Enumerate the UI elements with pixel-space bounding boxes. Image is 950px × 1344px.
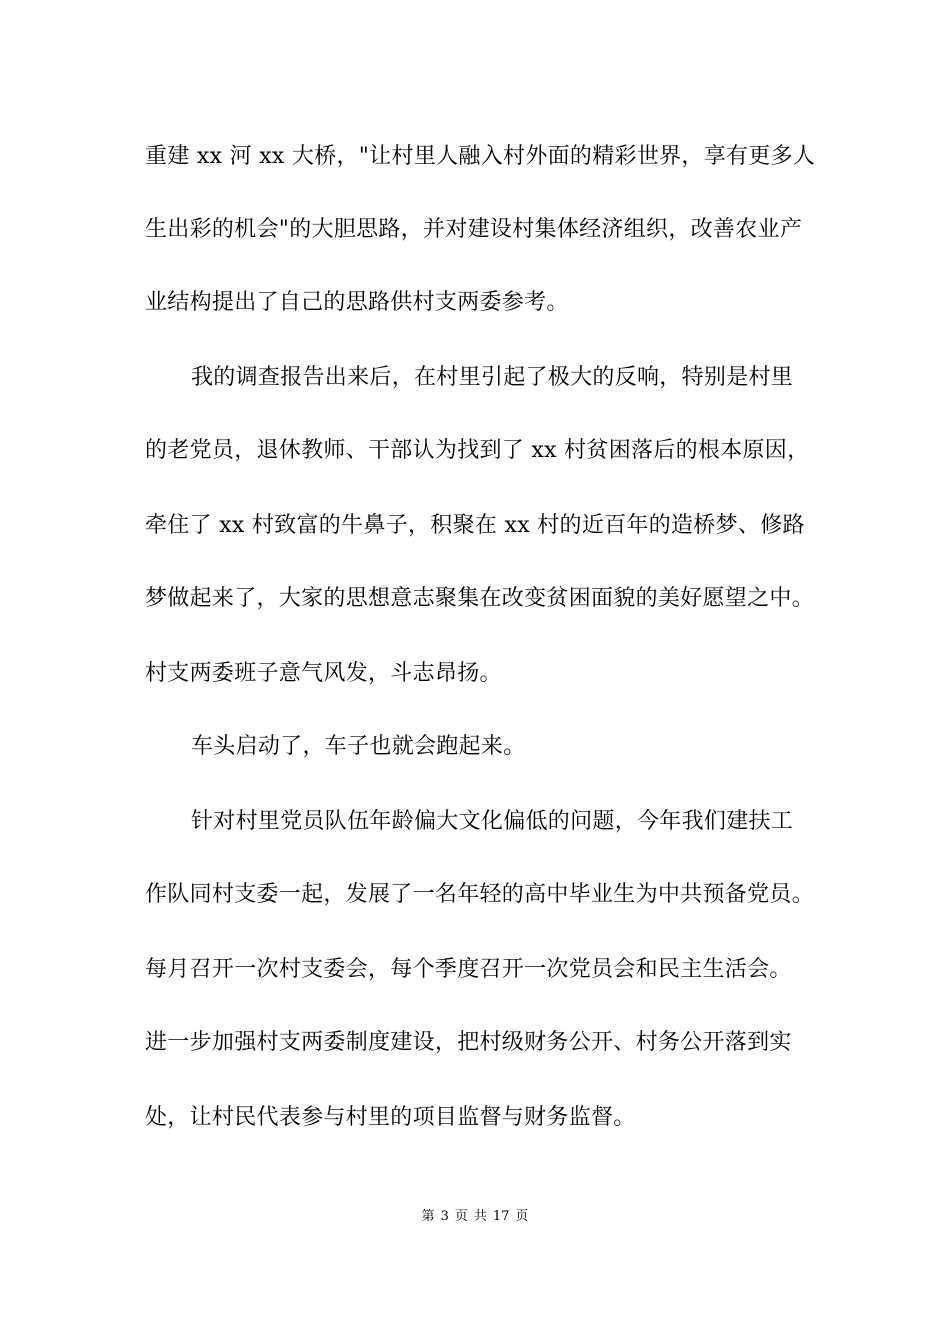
paragraph-3-line-1: 车头启动了，车子也就会跑起来。 xyxy=(191,734,526,759)
paragraph-2-line-5: 村支两委班子意气风发，斗志昂扬。 xyxy=(145,661,502,686)
paragraph-4-line-4: 进一步加强村支两委制度建设，把村级财务公开、村务公开落到实 xyxy=(145,1030,792,1055)
paragraph-1-line-3: 业结构提出了自己的思路供村支两委参考。 xyxy=(145,290,569,315)
paragraph-2-line-1: 我的调查报告出来后，在村里引起了极大的反响，特别是村里 xyxy=(191,365,794,390)
footer-total-label: 共 xyxy=(473,1209,487,1224)
footer-suffix: 页 xyxy=(515,1209,529,1224)
paragraph-1-line-1: 重建 xx 河 xx 大桥，"让村里人融入村外面的精彩世界，享有更多人 xyxy=(145,144,816,169)
paragraph-2-line-2: 的老党员，退休教师、干部认为找到了 xx 村贫困落后的根本原因， xyxy=(145,438,810,463)
paragraph-4-line-3: 每月召开一次村支委会，每个季度召开一次党员会和民主生活会。 xyxy=(145,957,792,982)
paragraph-1-line-2: 生出彩的机会"的大胆思路，并对建设村集体经济组织，改善农业产 xyxy=(145,217,803,242)
paragraph-4-line-1: 针对村里党员队伍年龄偏大文化偏低的问题，今年我们建扶工 xyxy=(191,809,794,834)
paragraph-4-line-5: 处，让村民代表参与村里的项目监督与财务监督。 xyxy=(145,1105,636,1130)
footer-current-page: 3 xyxy=(440,1209,449,1224)
footer-page-unit: 页 xyxy=(454,1209,468,1224)
footer-total-pages: 17 xyxy=(492,1209,510,1224)
paragraph-2-line-4: 梦做起来了，大家的思想意志聚集在改变贫困面貌的美好愿望之中。 xyxy=(145,586,815,611)
page-footer xyxy=(0,1208,950,1226)
paragraph-4-line-2: 作队同村支委一起，发展了一名年轻的高中毕业生为中共预备党员。 xyxy=(145,882,815,907)
footer-prefix: 第 xyxy=(421,1209,435,1224)
paragraph-2-line-3: 牵住了 xx 村致富的牛鼻子，积聚在 xx 村的近百年的造桥梦、修路 xyxy=(145,513,805,538)
